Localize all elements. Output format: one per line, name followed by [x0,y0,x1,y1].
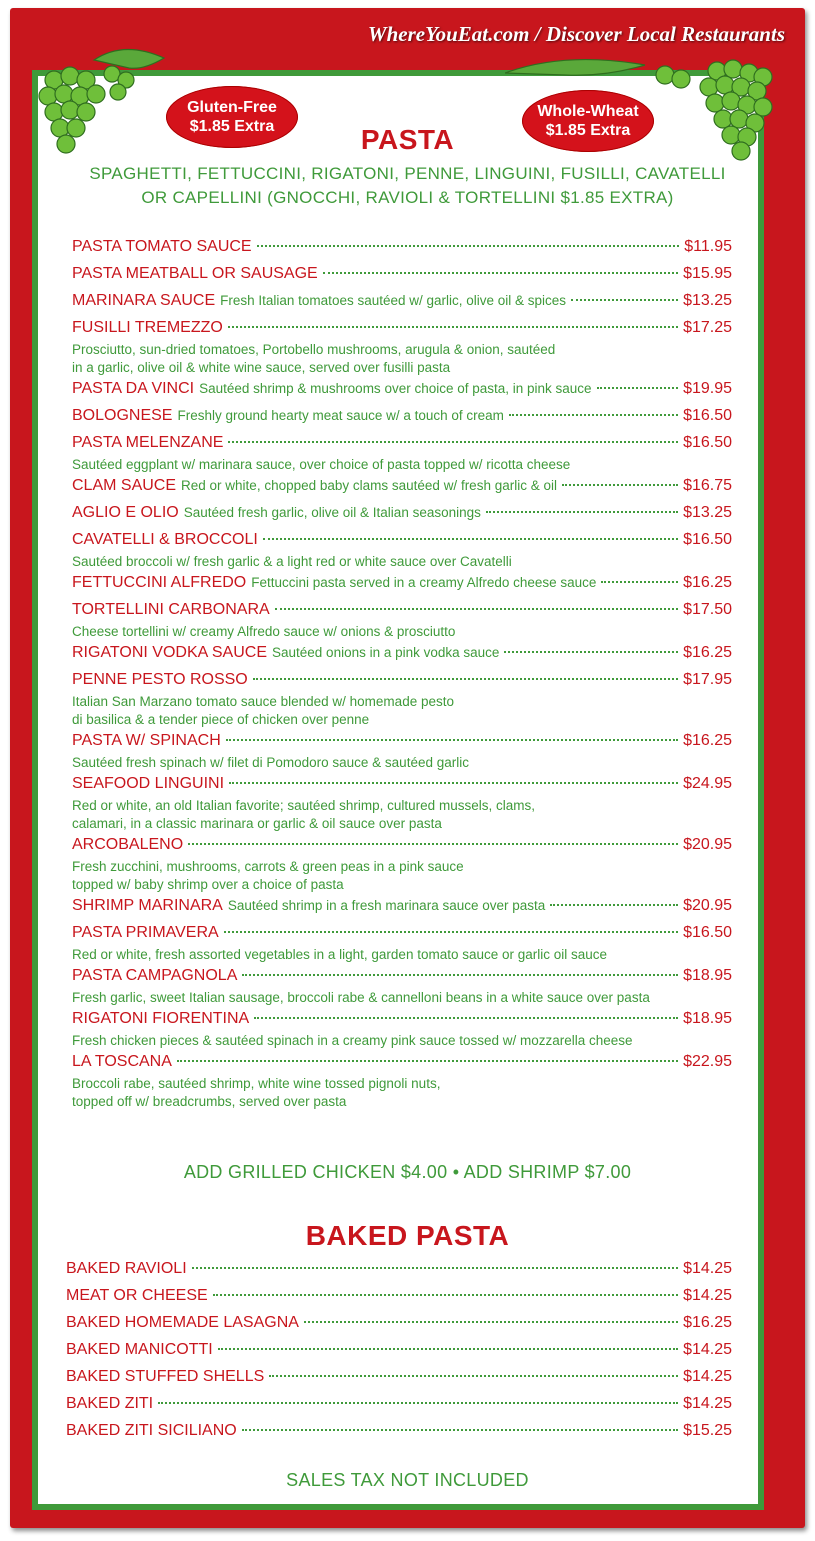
menu-item-row [72,601,732,625]
menu-item-name: BAKED ZITI SICILIANO [66,1422,237,1439]
dot-leader [571,299,678,301]
menu-item-row [72,967,732,991]
menu-item-price: $14.25 [683,1368,732,1385]
dot-leader [263,538,678,540]
pasta-title: PASTA [360,124,455,155]
menu-item-row [72,836,732,860]
menu-item-row [72,380,732,404]
menu-item-name: ARCOBALENO [72,836,184,853]
menu-item-price: $13.25 [683,504,732,521]
menu-item-price: $15.95 [683,265,732,282]
menu-item-name: PASTA MEATBALL OR SAUSAGE [72,265,318,282]
menu-item-price: $18.95 [683,967,732,984]
menu-item-row [72,477,732,501]
menu-item [66,1341,732,1365]
menu-item-description: Broccoli rabe, sautéed shrimp, white wine tossed pignoli nuts, topped off w/ breadcrumbs, served over pasta [72,1076,441,1109]
pasta-subtitle-line2: OR CAPELLINI (GNOCCHI, RAVIOLI & TORTELLINI $1.85 EXTRA) [141,188,674,207]
gluten-free-label: Gluten-Free [187,99,277,116]
menu-item-price: $17.50 [683,601,732,618]
menu-item-name: PASTA CAMPAGNOLA [72,967,238,984]
menu-item-description: Sautéed eggplant w/ marinara sauce, over choice of pasta topped w/ ricotta cheese [72,457,571,472]
addons-note: ADD GRILLED CHICKEN $4.00 • ADD SHRIMP $7.00 [183,1162,632,1182]
dot-leader [218,1348,678,1350]
dot-leader [504,651,678,653]
menu-item-name: CLAM SAUCE [72,477,177,494]
menu-item-name: BAKED HOMEMADE LASAGNA [66,1314,299,1331]
menu-item-price: $16.25 [683,732,732,749]
menu-item [72,407,732,431]
menu-item-name: AGLIO E OLIO [72,504,179,521]
menu-item-description: Red or white, fresh assorted vegetables in a light, garden tomato sauce or garlic oil sauce [72,947,608,962]
menu-item [66,1368,732,1392]
menu-item-price: $11.95 [684,238,732,255]
menu-item-name: PASTA DA VINCI [72,380,195,397]
dot-leader [228,326,678,328]
menu-item-inline-description: Sautéed shrimp & mushrooms over choice of pasta, in pink sauce [199,381,592,396]
menu-item [72,1010,732,1050]
menu-item-name: CAVATELLI & BROCCOLI [72,531,258,548]
menu-item-price: $22.95 [683,1053,732,1070]
dot-leader [226,739,678,741]
menu-item-name: BAKED STUFFED SHELLS [66,1368,265,1385]
menu-item-row [66,1395,732,1419]
menu-item [72,924,732,964]
menu-item-name: PASTA W/ SPINACH [72,732,221,749]
menu-item [72,504,732,528]
menu-item-name: RIGATONI FIORENTINA [72,1010,250,1027]
menu-item [72,732,732,772]
dot-leader [269,1375,678,1377]
menu-item-price: $17.95 [683,671,732,688]
menu-item [66,1395,732,1419]
menu-item-row [72,1010,732,1034]
menu-item [72,531,732,571]
menu-item [72,574,732,598]
dot-leader [601,581,678,583]
dot-leader [275,608,678,610]
menu-item [72,775,732,833]
menu-item [72,380,732,404]
menu-item-description: Red or white, an old Italian favorite; sautéed shrimp, cultured mussels, clams, calamari, in a classic marinara or garlic & oil sauce over pasta [72,798,535,831]
menu-item-description: Fresh garlic, sweet Italian sausage, broccoli rabe & cannelloni beans in a white sauce over pasta [72,990,650,1005]
menu-item-price: $20.95 [683,836,732,853]
menu-item-name: BAKED ZITI [66,1395,154,1412]
menu-item [72,1053,732,1111]
menu-item-row [72,775,732,799]
menu-item [72,967,732,1007]
menu-item-row [72,1053,732,1077]
menu-item [72,644,732,668]
menu-item-price: $14.25 [683,1260,732,1277]
menu-item-row [72,292,732,316]
menu-item-price: $13.25 [683,292,732,309]
menu-item-price: $16.50 [683,531,732,548]
menu-item-description: Fresh zucchini, mushrooms, carrots & green peas in a pink sauce topped w/ baby shrimp over a choice of pasta [72,859,464,892]
menu-item-name: PASTA PRIMAVERA [72,924,219,941]
menu-item-row [72,407,732,431]
menu-item-inline-description: Sautéed fresh garlic, olive oil & Italian seasonings [183,505,481,520]
menu-item-name: MEAT OR CHEESE [66,1287,208,1304]
menu-item-name: FETTUCCINI ALFREDO [72,574,247,591]
dot-leader [224,931,678,933]
menu-item-row [72,644,732,668]
menu-item-inline-description: Fettuccini pasta served in a creamy Alfredo cheese sauce [251,575,597,590]
menu-item-price: $16.25 [683,1314,732,1331]
baked-item-list [66,1260,732,1449]
menu-item [72,292,732,316]
menu-item-row [72,531,732,555]
menu-item [72,265,732,289]
menu-item-description: Sautéed broccoli w/ fresh garlic & a light red or white sauce over Cavatelli [72,554,512,569]
menu-item-inline-description: Freshly ground hearty meat sauce w/ a touch of cream [177,408,504,423]
menu-item-description: Fresh chicken pieces & sautéed spinach in a creamy pink sauce tossed w/ mozzarella cheese [72,1033,633,1048]
menu-item [72,671,732,729]
dot-leader [486,511,678,513]
dot-leader [192,1267,678,1269]
menu-item-name: PASTA MELENZANE [72,434,224,451]
dot-leader [253,678,678,680]
gluten-free-price: $1.85 Extra [189,118,275,135]
menu-item-name: TORTELLINI CARBONARA [72,601,270,618]
menu-item [72,836,732,894]
menu-item [72,477,732,501]
menu-item-name: LA TOSCANA [72,1053,172,1070]
menu-item-name: PENNE PESTO ROSSO [72,671,248,688]
dot-leader [228,441,678,443]
menu-item [66,1260,732,1284]
menu-item-row [66,1368,732,1392]
menu-item-price: $16.50 [683,434,732,451]
dot-leader [188,843,678,845]
menu-item-name: BAKED RAVIOLI [66,1260,187,1277]
menu-item-row [72,319,732,343]
dot-leader [323,272,678,274]
menu-item [72,238,732,262]
menu-item-row [72,924,732,948]
menu-item-row [66,1287,732,1311]
menu-item [72,434,732,474]
menu-item-name: SEAFOOD LINGUINI [72,775,225,792]
menu-item-price: $14.25 [683,1341,732,1358]
menu-item-price: $19.95 [683,380,732,397]
menu-item-price: $14.25 [683,1287,732,1304]
menu-item-description: Sautéed fresh spinach w/ filet di Pomodoro sauce & sautéed garlic [72,755,469,770]
menu-item-description: Italian San Marzano tomato sauce blended w/ homemade pesto di basilica & a tender piece of chicken over penne [72,694,454,727]
menu-item-inline-description: Red or white, chopped baby clams sautéed w/ fresh garlic & oil [181,478,557,493]
menu-item-row [72,574,732,598]
menu-item-name: SHRIMP MARINARA [72,897,223,914]
dot-leader [242,974,678,976]
menu-item-price: $18.95 [683,1010,732,1027]
dot-leader [562,484,678,486]
menu-item-row [66,1422,732,1446]
menu-item-price: $16.25 [683,574,732,591]
dot-leader [550,904,678,906]
watermark: WhereYouEat.com / Discover Local Restaurants [367,22,785,46]
menu-item [72,319,732,377]
menu-item-row [72,434,732,458]
menu-item-row [72,504,732,528]
sales-tax-note: SALES TAX NOT INCLUDED [286,1470,529,1490]
menu-item-name: MARINARA SAUCE [72,292,216,309]
menu-item-name: FUSILLI TREMEZZO [72,319,223,336]
dot-leader [229,782,678,784]
menu-item-price: $17.25 [683,319,732,336]
dot-leader [254,1017,678,1019]
menu-item-price: $14.25 [683,1395,732,1412]
menu-item-row [72,732,732,756]
menu-item [66,1422,732,1446]
menu-item-name: BOLOGNESE [72,407,173,424]
menu-item-price: $24.95 [683,775,732,792]
menu-item-inline-description: Sautéed onions in a pink vodka sauce [272,645,500,660]
pasta-subtitle [60,162,755,210]
dot-leader [242,1429,678,1431]
baked-pasta-title: BAKED PASTA [305,1220,510,1251]
dot-leader [304,1321,678,1323]
menu-item-price: $15.25 [683,1422,732,1439]
menu-item-row [72,265,732,289]
menu-item-inline-description: Fresh Italian tomatoes sautéed w/ garlic, olive oil & spices [220,293,567,308]
menu-item-price: $20.95 [683,897,732,914]
pasta-subtitle-line1: SPAGHETTI, FETTUCCINI, RIGATONI, PENNE, LINGUINI, FUSILLI, CAVATELLI [89,164,726,183]
menu-item-row [66,1314,732,1338]
dot-leader [509,414,678,416]
menu-item-price: $16.25 [683,644,732,661]
menu-item-name: PASTA TOMATO SAUCE [72,238,252,255]
pasta-item-list [72,238,732,1114]
menu-item [66,1314,732,1338]
menu-item-row [72,897,732,921]
menu-item-row [66,1341,732,1365]
menu-item-row [72,671,732,695]
menu-item-price: $16.50 [683,407,732,424]
menu-item-name: BAKED MANICOTTI [66,1341,213,1358]
whole-wheat-price: $1.85 Extra [545,122,631,139]
menu-item-row [72,238,732,262]
menu-item-inline-description: Sautéed shrimp in a fresh marinara sauce over pasta [227,898,546,913]
menu-item-description: Cheese tortellini w/ creamy Alfredo sauce w/ onions & prosciutto [72,624,456,639]
dot-leader [213,1294,678,1296]
menu-item [72,897,732,921]
menu-item [72,601,732,641]
dot-leader [158,1402,678,1404]
dot-leader [177,1060,678,1062]
menu-item-row [66,1260,732,1284]
menu-item-description: Prosciutto, sun-dried tomatoes, Portobello mushrooms, arugula & onion, sautéed in a garlic, olive oil & white wine sauce, served over fusilli pasta [72,342,556,375]
menu-item-name: RIGATONI VODKA SAUCE [72,644,268,661]
dot-leader [257,245,680,247]
dot-leader [597,387,679,389]
menu-item [66,1287,732,1311]
menu-item-price: $16.75 [683,477,732,494]
menu-item-price: $16.50 [683,924,732,941]
whole-wheat-label: Whole-Wheat [537,103,639,120]
